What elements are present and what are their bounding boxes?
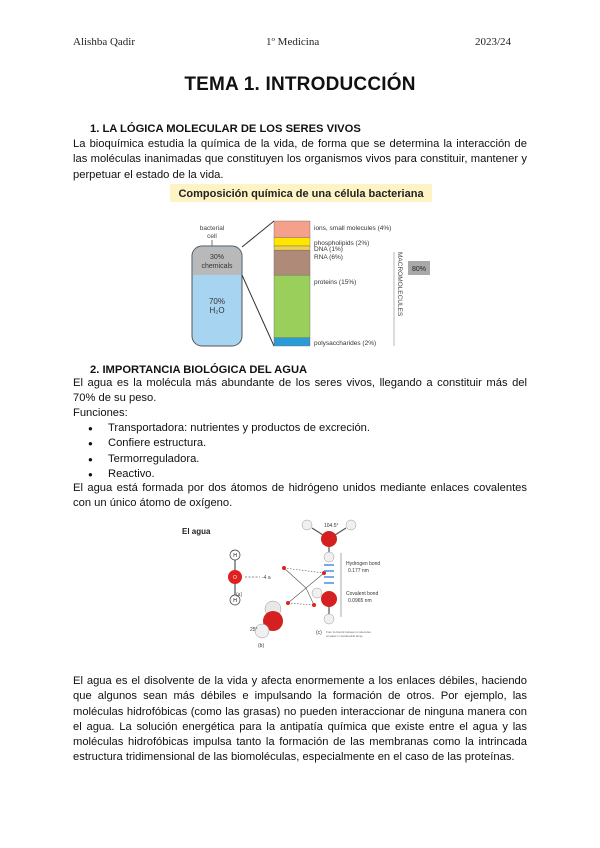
cell-label-2: cell [207,233,217,240]
bar-segment-2 [274,246,310,250]
section1-heading: 1. LA LÓGICA MOLECULAR DE LOS SERES VIVOS [90,123,361,135]
macro-percent: 80% [411,266,427,273]
figure2-title: El agua [182,527,211,536]
covalent-bond-label: Covalent bond [346,591,379,597]
water-percent: 70% [208,297,226,306]
header-course: 1º Medicina [266,36,320,48]
bar-label-5: polysaccharides (2%) [314,339,377,347]
caption-line: of water in tetrahedral array [326,634,363,638]
network-atom [282,566,286,570]
part-b-label: (b) [258,643,265,649]
section2-intro: El agua es la molécula más abundante de los seres vivos, llegando a constituir más del 70% de su peso. [73,377,527,405]
caption-line: Four H-bonds between molecules [326,630,371,634]
function-item: ● Transportadora: nutrientes y productos de excreción. [88,421,370,436]
connector-top [242,221,274,247]
svg-text:O: O [233,575,237,581]
section1-paragraph: La bioquímica estudia la química de la vida, de forma que se determina la interacción de las moléculas inanimadas que constituyen los organismos vivos para constituir, mantener y perpetuar el estado de la vida. [73,138,527,181]
water-label: H₂O [209,306,225,315]
header-author: Alishba Qadir [73,36,136,48]
angle-25: 25° [250,627,258,633]
chemicals-label: chemicals [201,263,233,270]
svg-text:H: H [233,553,237,559]
svg-text:H: H [233,598,237,604]
function-item: ● Reactivo. [88,467,370,482]
angle-label: 104.5° [324,523,339,529]
section2-paragraph3: El agua es el disolvente de la vida y afecta enormemente a los enlaces débiles, haciendo que algunos sean más débiles e impulsando la formación de otros. Por ejemplo, las moléculas hidrofóbicas (como las grasas) no pueden interaccionar de ninguna manera con el agua. La solución energética para la antipatía química que existe entre el agua y las moléculas hidrofóbicas impulsa tanto la formación de las membranas como la intrincada estructura tridimensional de las biomoléculas, especialmente en el caso de las proteínas. [73,675,527,764]
functions-list [88,421,370,482]
section2-heading: 2. IMPORTANCIA BIOLÓGICA DEL AGUA [90,364,308,376]
bar-segment-5 [274,338,310,346]
bar-label-3: RNA (6%) [314,254,343,262]
bar-label-1: phospholipids (2%) [314,239,370,247]
water-molecule-b [250,601,283,649]
figure1-title: Composición química de una célula bacteriana [178,188,424,200]
functions-label: Funciones: [73,407,128,419]
water-molecule-c [302,520,380,638]
chemicals-percent: 30% [209,254,225,261]
part-c-label: (c) [316,630,322,636]
hydrogen-bond-label: Hydrogen bond [346,561,381,567]
function-item: ● Confiere estructura. [88,436,370,451]
connector-bottom [242,275,274,346]
macromolecules-label: MACROMOLECULES [396,252,403,317]
header-year: 2023/24 [475,36,512,48]
network-atom [312,603,316,607]
bar-label-0: ions, small molecules (4%) [314,225,392,232]
water-molecule-a [228,550,271,605]
water-molecule-figure [176,513,434,653]
tetrahedral-network [284,568,324,605]
cell-chemicals-region [193,247,241,275]
bar-segment-1 [274,238,310,246]
covalent-bond-value: 0.0965 nm [348,598,372,604]
bar-label-4: proteins (15%) [314,279,357,287]
svg-text:-4 a: -4 a [262,575,271,581]
bacterial-cell-figure [170,184,440,356]
bar-segment-4 [274,275,310,338]
hydrogen-bond-value: 0.177 nm [348,568,369,574]
network-atom [286,601,290,605]
part-a-label: (a) [236,592,243,598]
page-title: TEMA 1. INTRODUCCIÓN [184,74,416,95]
section2-paragraph2: El agua está formada por dos átomos de hidrógeno unidos mediante enlaces covalentes con un único átomo de oxígeno. [73,482,527,510]
bar-segment-3 [274,250,310,275]
function-item: ● Termorreguladora. [88,452,370,467]
bar-segment-0 [274,221,310,238]
cell-label-1: bacterial [199,225,225,232]
bar-label-2: DNA (1%) [314,246,343,254]
composition-stacked-bar [274,221,391,347]
